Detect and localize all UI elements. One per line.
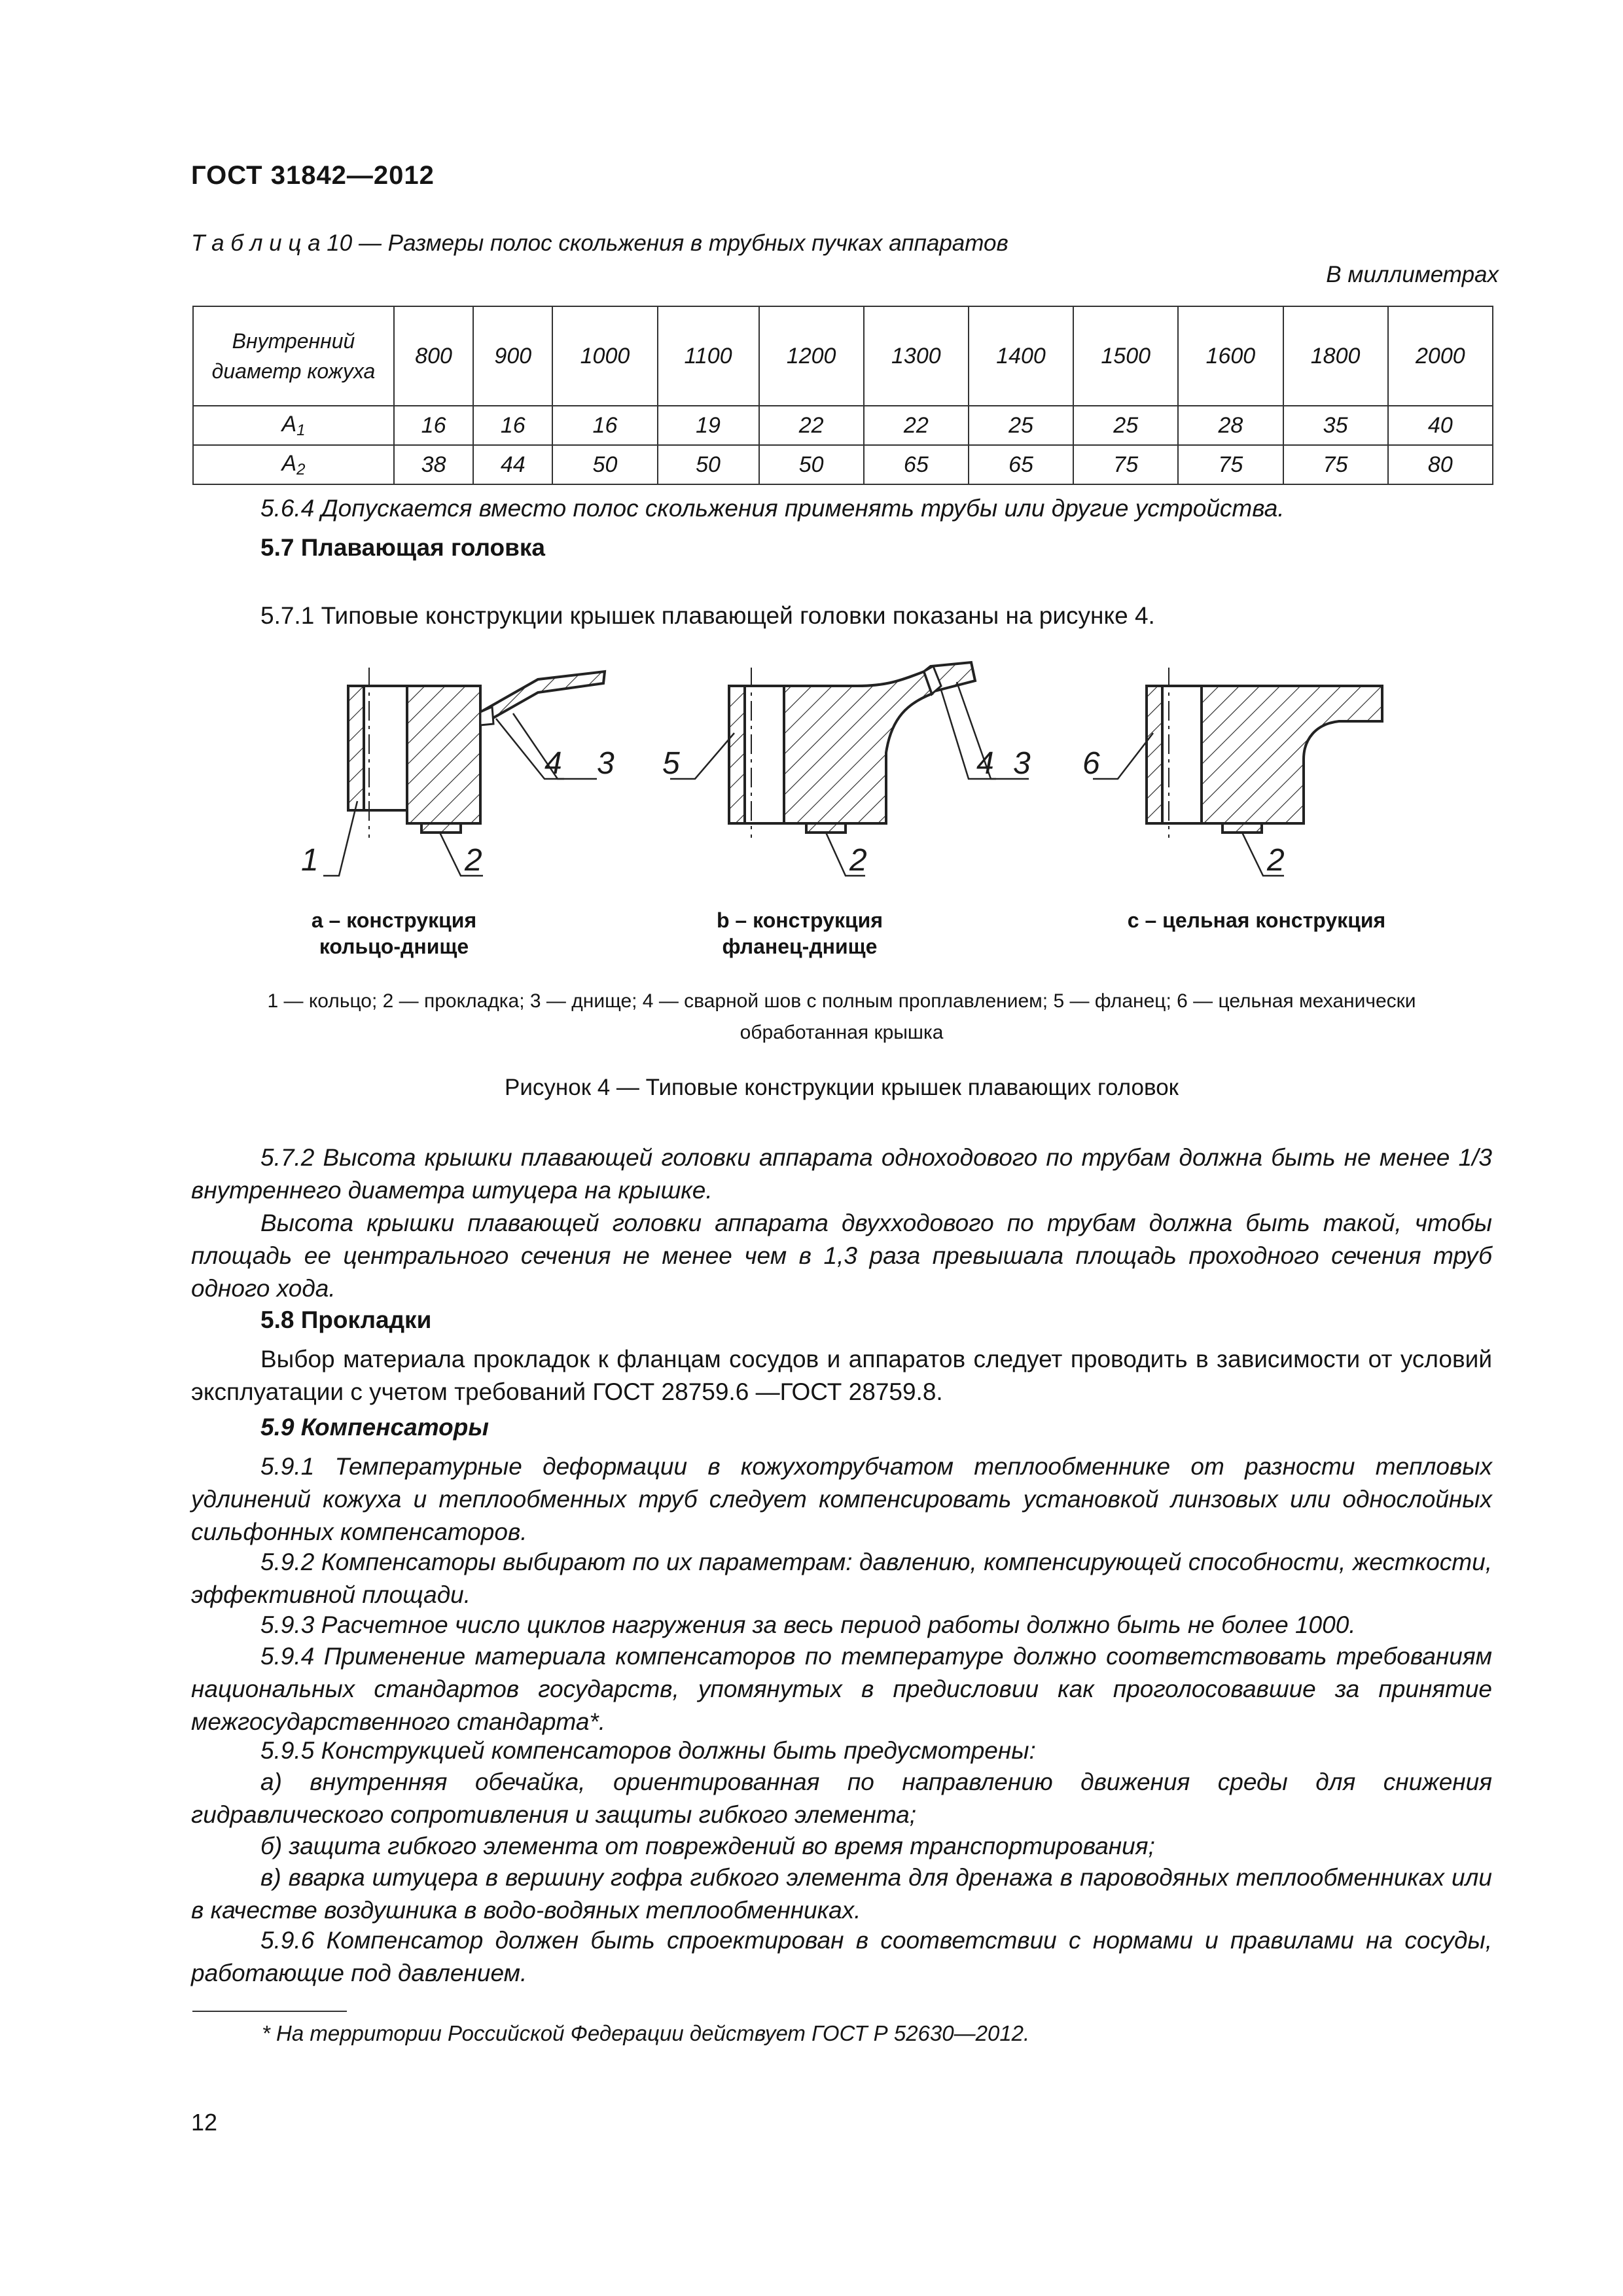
para-5-7-1: 5.7.1 Типовые конструкции крышек плавающей головки показаны на рисунке 4. [260,602,1155,629]
table-cell: 16 [552,406,657,445]
table-cell: 65 [969,445,1073,484]
table-header-cell: 1300 [864,306,969,406]
figure-label-a: а – конструкция кольцо-днище [311,908,477,958]
para-5-7-2: 5.7.2 Высота крышки плавающей головки аппарата одноходового по трубам должна быть не менее 1/3 внутреннего диаметра штуцера на крышке. [191,1144,1492,1204]
figure-legend: 1 — кольцо; 2 — прокладка; 3 — днище; 4 — сварной шов с полным проплавлением; 5 — фланец; 6 — цельная механически обработанная крышка [267,990,1416,1043]
table-cell: 80 [1388,445,1493,484]
callout-6: 6 [1082,746,1100,781]
table-cell: 75 [1283,445,1388,484]
table-cell: 40 [1388,406,1493,445]
table-cell: 16 [473,406,552,445]
document-code: ГОСТ 31842—2012 [191,161,435,190]
table-cell: 22 [759,406,864,445]
para-5-9-3: 5.9.3 Расчетное число циклов нагружения за весь период работы должно быть не более 1000. [260,1611,1356,1638]
footnote: * На территории Российской Федерации действует ГОСТ Р 52630—2012. [262,2021,1030,2045]
callout-3: 3 [1013,746,1031,781]
table-cell: 50 [552,445,657,484]
section-5-8-title: 5.8 Прокладки [260,1306,432,1333]
table-caption: Т а б л и ц а 10 — Размеры полос скольжения в трубных пучках аппаратов [191,230,1008,256]
row-label: $A_2$ [193,445,394,484]
table-header-cell: 1400 [969,306,1073,406]
para-5-9-4: 5.9.4 Применение материала компенсаторов по температуре должно соответствовать требованиям национальных стандартов государств, упомянутых в предисловии как проголосовавшие за принятие межгосударственного стандарта*. [191,1643,1492,1735]
table-cell: 22 [864,406,969,445]
table-header-cell: 900 [473,306,552,406]
para-5-9-5-b: б) защита гибкого элемента от повреждений во время транспортирования; [260,1833,1155,1859]
slide-strip-table [192,306,1493,485]
drawing-b [729,662,975,833]
table-header-cell: 800 [394,306,473,406]
para-5-8: Выбор материала прокладок к фланцам сосудов и аппаратов следует проводить в зависимости от условий эксплуатации с учетом требований ГОСТ 28759.6 —ГОСТ 28759.8. [191,1346,1492,1405]
table-header-cell: 1100 [658,306,759,406]
row-label: $A_1$ [193,406,394,445]
table-cell: 75 [1178,445,1283,484]
para-5-9-5-c: в) вварка штуцера в вершину гофра гибкого элемента для дренажа в пароводяных теплообменниках или в качестве воздушника в водо-водяных теплообменниках. [191,1864,1492,1924]
table-header-label: Внутренний диаметр кожуха [193,306,394,406]
table-cell: 25 [1073,406,1178,445]
drawing-c [1147,686,1382,833]
table-header-cell: 1200 [759,306,864,406]
para-5-9-1: 5.9.1 Температурные деформации в кожухотрубчатом теплообменнике от разности тепловых удлинений кожуха и теплообменных труб следует компенсировать установкой линзовых или однослойных сильфонных компенсаторов. [191,1453,1492,1545]
para-5-6-4: 5.6.4 Допускается вместо полос скольжения применять трубы или другие устройства. [260,495,1285,522]
figure-label-c: с – цельная конструкция [1127,908,1386,932]
table-cell: 25 [969,406,1073,445]
callout-2: 2 [1267,843,1285,878]
section-5-7-title: 5.7 Плавающая головка [260,534,546,561]
para-5-9-5-a: а) внутренняя обечайка, ориентированная по направлению движения среды для снижения гидравлического сопротивления и защиты гибкого элемента; [191,1768,1492,1828]
table-cell: 38 [394,445,473,484]
table-row [193,406,1493,445]
table-header-cell: 2000 [1388,306,1493,406]
para-5-9-2: 5.9.2 Компенсаторы выбирают по их параметрам: давлению, компенсирующей способности, жесткости, эффективной площади. [191,1549,1492,1608]
table-row [193,445,1493,484]
callout-3: 3 [597,746,615,781]
table-header-row [193,306,1493,406]
table-units: В миллиметрах [1326,262,1499,287]
callout-5: 5 [662,746,680,781]
para-5-7-2-b: Высота крышки плавающей головки аппарата двухходового по трубам должна быть такой, чтобы площадь ее центрального сечения не менее чем в 1,3 раза превышала площадь проходного сечения труб одного хода. [191,1210,1492,1302]
callout-2: 2 [465,843,482,878]
page-number: 12 [191,2109,218,2136]
table-header-cell: 1800 [1283,306,1388,406]
section-5-9-title: 5.9 Компенсаторы [260,1414,489,1441]
callout-1: 1 [301,843,319,878]
para-5-9-6: 5.9.6 Компенсатор должен быть спроектирован в соответствии с нормами и правилами на сосуды, работающие под давлением. [191,1927,1492,1986]
drawing-a [348,672,605,833]
figure-caption: Рисунок 4 — Типовые конструкции крышек плавающих головок [505,1075,1179,1100]
table-header-cell: 1500 [1073,306,1178,406]
table-cell: 50 [658,445,759,484]
callout-2: 2 [849,843,867,878]
footnote-rule [192,2011,347,2012]
table-cell: 19 [658,406,759,445]
para-5-9-5: 5.9.5 Конструкцией компенсаторов должны быть предусмотрены: [260,1737,1036,1764]
table-cell: 50 [759,445,864,484]
table-cell: 75 [1073,445,1178,484]
table-cell: 44 [473,445,552,484]
table-cell: 16 [394,406,473,445]
table-cell: 28 [1178,406,1283,445]
table-header-cell: 1600 [1178,306,1283,406]
figure-label-b: b – конструкция фланец-днище [716,908,883,958]
table-cell: 65 [864,445,969,484]
table-header-cell: 1000 [552,306,657,406]
table-cell: 35 [1283,406,1388,445]
callout-4: 4 [544,746,562,781]
callout-4: 4 [976,746,994,781]
